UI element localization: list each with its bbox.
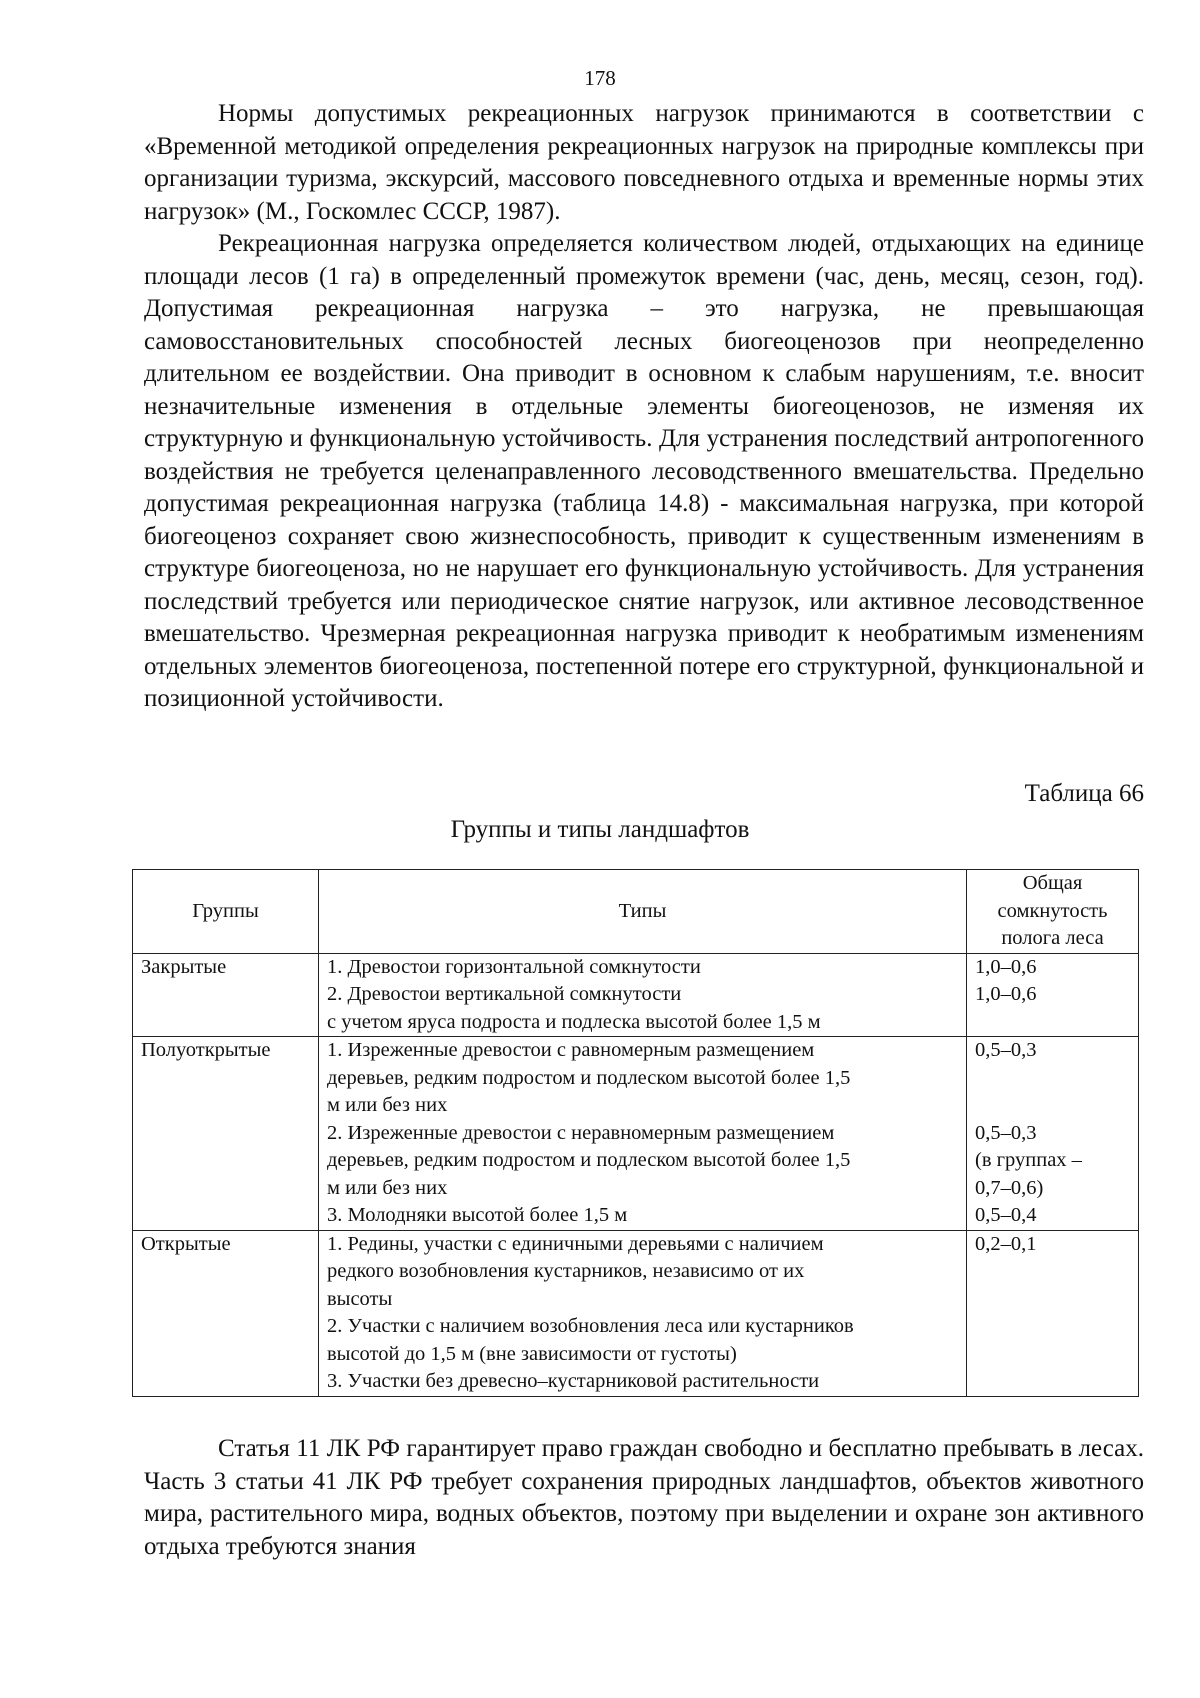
density-value: 0,2–0,1 [975,1232,1037,1255]
type-line: высоты [327,1287,393,1310]
group-cell: Открытые [133,1230,319,1396]
density-value: 0,5–0,4 [975,1204,1037,1226]
type-line: м или без них [327,1176,448,1199]
density-cell [967,953,1139,1037]
paragraph-norms: Нормы допустимых рекреационных нагрузок принимаются в соответствии с «Временной методикой определения рекреационных нагрузок на природные комплексы при организации туризма, экскурсий, массового повседневного отдыха и временные нормы этих нагрузок» (М., Госкомлес СССР, 1987). [144,100,1144,225]
density-value: (в группах – [975,1149,1082,1171]
type-line: м или без них [327,1094,448,1116]
types-cell [319,1230,967,1396]
type-line: 2. Участки с наличием возобновления леса или кустарников [327,1315,854,1337]
header-density-line: Общая [1022,872,1083,894]
header-types: Типы [319,870,967,954]
type-line: 1. Изреженные древостои с равномерным размещением [327,1039,815,1061]
paragraph-forest-code: Статья 11 ЛК РФ гарантирует право граждан свободно и бесплатно пребывать в лесах. Часть 3 статьи 41 ЛК РФ требует сохранения природных ландшафтов, объектов животного мира, растительного мира, водных объектов, поэтому при выделении и охране зон активного отдыха требуются знания [144,1435,1144,1560]
density-cell [967,1230,1139,1396]
landscape-table [132,869,1139,1397]
type-line: 1. Древостои горизонтальной сомкнутости [327,955,701,978]
table-row [133,953,1139,1037]
density-value: 0,5–0,3 [975,1039,1037,1061]
header-density-line: полога леса [1001,927,1104,949]
type-line: деревьев, редким подростом и подлеском высотой более 1,5 [327,1066,851,1089]
type-line: редкого возобновления кустарников, независимо от их [327,1260,805,1282]
table-row [133,1230,1139,1396]
table-number: Таблица 66 [1024,780,1144,807]
density-cell [967,1037,1139,1231]
header-density-line: сомкнутость [997,899,1108,922]
density-value: 1,0–0,6 [975,983,1037,1005]
page-number: 178 [584,66,616,90]
density-spacer [975,1092,1130,1120]
type-line: 2. Древостои вертикальной сомкнутости [327,983,682,1005]
density-value: 0,7–0,6) [975,1176,1044,1199]
group-cell: Полуоткрытые [133,1037,319,1231]
types-cell [319,1037,967,1231]
group-cell: Закрытые [133,953,319,1037]
density-value: 1,0–0,6 [975,955,1037,978]
type-line: 3. Участки без древесно–кустарниковой растительности [327,1370,820,1392]
types-cell [319,953,967,1037]
type-line: 3. Молодняки высотой более 1,5 м [327,1204,628,1226]
density-value: 0,5–0,3 [975,1121,1037,1144]
table-title: Группы и типы ландшафтов [450,816,750,843]
header-density [967,870,1139,954]
table-header-row [133,870,1139,954]
type-line: с учетом яруса подроста и подлеска высотой более 1,5 м [327,1010,821,1033]
header-group: Группы [133,870,319,954]
table-row [133,1037,1139,1231]
type-line: деревьев, редким подростом и подлеском высотой более 1,5 [327,1149,851,1171]
density-spacer [975,1065,1130,1093]
type-line: высотой до 1,5 м (вне зависимости от густоты) [327,1342,737,1365]
type-line: 1. Редины, участки с единичными деревьями с наличием [327,1232,824,1255]
type-line: 2. Изреженные древостои с неравномерным размещением [327,1121,835,1144]
paragraph-recreational-load: Рекреационная нагрузка определяется количеством людей, отдыхающих на единице площади лесов (1 га) в определенный промежуток времени (час, день, месяц, сезон, год). Допустимая рекреационная нагрузка – это нагрузка, не превышающая самовосстановительных способностей лесных биогеоценозов при неопределенно длительном ее воздействии. Она приводит в основном к слабым нарушениям, т.е. вносит незначительные изменения в отдельные элементы биогеоценозов, не изменяя их структурную и функциональную устойчивость. Для устранения последствий антропогенного воздействия не требуется целенаправленного лесоводственного вмешательства. Предельно допустимая рекреационная нагрузка (таблица 14.8) - максимальная нагрузка, при которой биогеоценоз сохраняет свою жизнеспособность, приводит к существенным изменениям в структуре биогеоценоза, но не нарушает его функциональную устойчивость. Для устранения последствий требуется или периодическое снятие нагрузок, или активное лесоводственное вмешательство. Чрезмерная рекреационная нагрузка приводит к необратимым изменениям отдельных элементов биогеоценоза, постепенной потере его структурной, функциональной и позиционной устойчивости. [144,230,1144,712]
